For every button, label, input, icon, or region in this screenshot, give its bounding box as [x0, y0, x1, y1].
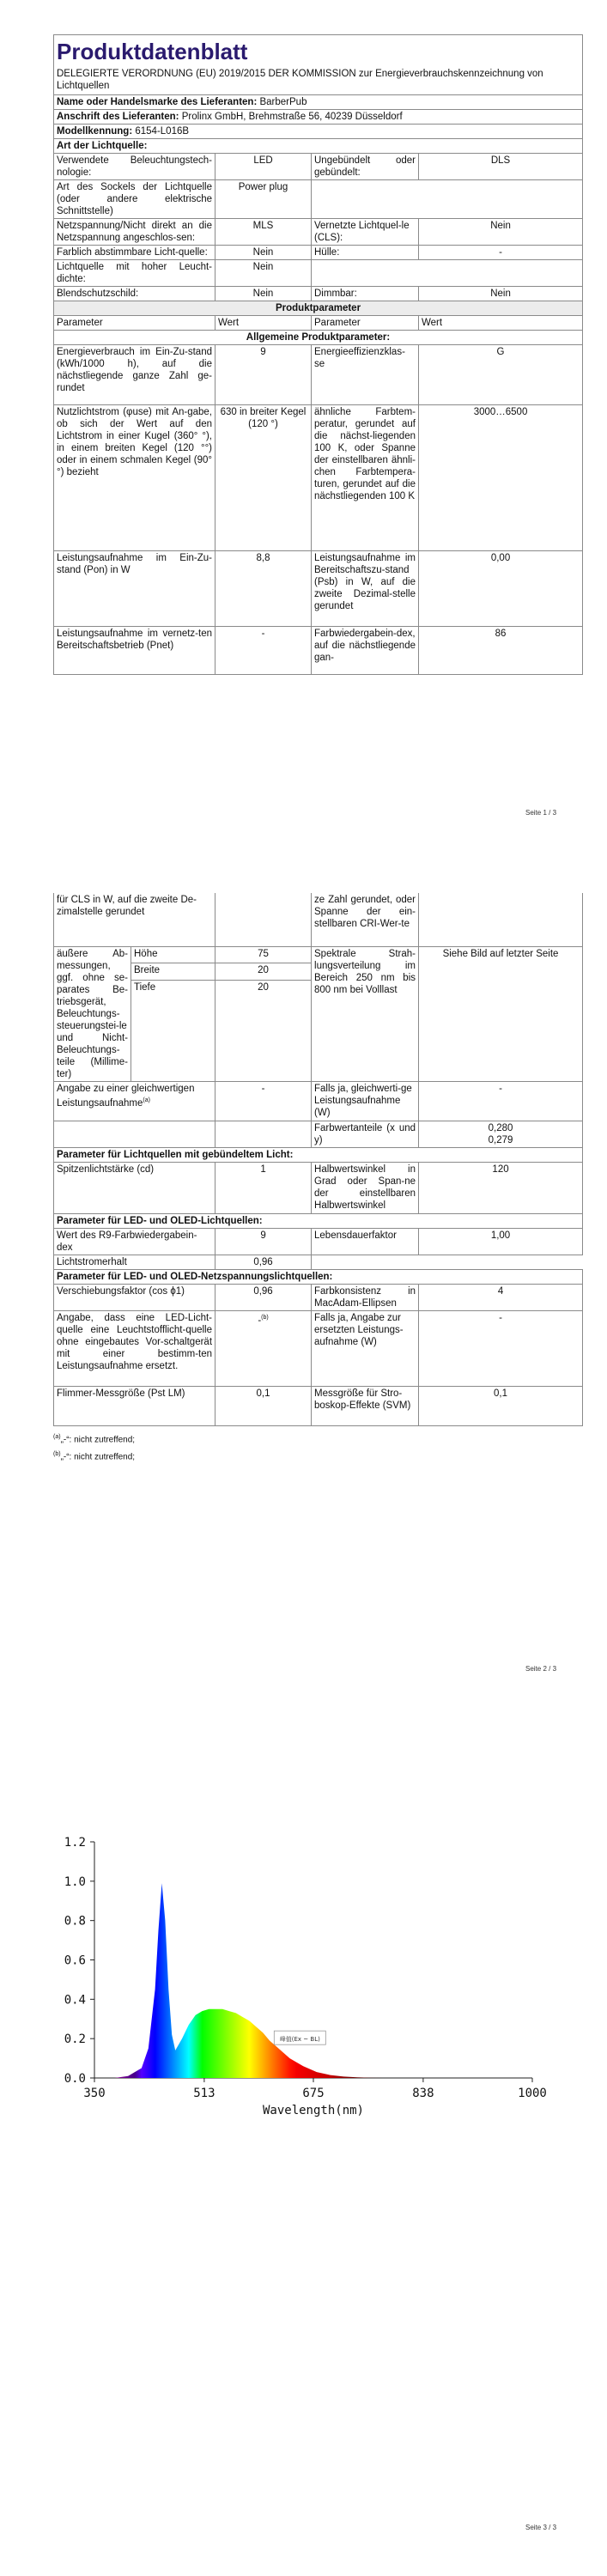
supplier-name: BarberPub: [259, 97, 307, 107]
table-row: [54, 1284, 583, 1310]
cri-value: 86: [419, 627, 583, 675]
table-row: [54, 551, 583, 627]
table-row: [54, 1310, 583, 1386]
table-row: [54, 287, 583, 301]
table-row: [54, 180, 583, 219]
cct-value: 3000…6500: [419, 405, 583, 551]
svm-label: Messgröße für Stro-boskop-Effekte (SVM): [312, 1386, 419, 1425]
height-value: 75: [215, 946, 312, 963]
equivalent-power-w-label: Falls ja, gleichwerti-ge Leistungsaufnahme (W): [312, 1081, 419, 1121]
spectrum-series: [114, 1883, 385, 2079]
page-1: [0, 34, 607, 675]
svm-value: 0,1: [419, 1386, 583, 1425]
table-row: [54, 893, 583, 946]
high-luminance-label: Lichtquelle mit hoher Leucht-dichte:: [54, 260, 215, 287]
depth-value: 20: [215, 980, 312, 1081]
useful-flux-label: Nutzlichtstrom (φuse) mit An-gabe, ob sich der Wert auf den Lichtstrom in einer Kugel (360° °), in einem breiten Kegel (120 °°) oder in einem schmalen Kegel (90° °) bezieht: [54, 405, 215, 551]
tunable-label: Farblich abstimmbare Licht-quelle:: [54, 246, 215, 260]
cls-label: Vernetzte Lichtquel-le (CLS):: [312, 219, 419, 246]
beam-angle-value: 120: [419, 1162, 583, 1213]
width-value: 20: [215, 963, 312, 981]
mains-params-heading: Parameter für LED- und OLED-Netzspannungslichtquellen:: [54, 1269, 583, 1284]
directional-params-heading: Parameter für Lichtquellen mit gebündeltem Licht:: [54, 1147, 583, 1162]
technology-value: LED: [215, 154, 312, 180]
r9-value: 9: [215, 1228, 312, 1255]
lumen-maintenance-value: 0,96: [215, 1255, 312, 1269]
general-params-heading: Allgemeine Produktparameter:: [54, 331, 583, 345]
tunable-value: Nein: [215, 246, 312, 260]
table-row: [54, 946, 583, 963]
cri-label-continued: ze Zahl gerundet, oder Spanne der ein-stellbaren CRI-Wer-te: [312, 893, 419, 946]
anti-glare-value: Nein: [215, 287, 312, 301]
chart-ticks: [64, 1836, 547, 2100]
page-title: Produktdatenblatt: [57, 39, 248, 64]
directional-value: DLS: [419, 154, 583, 180]
model-id: 6154-L016B: [135, 126, 190, 137]
col-value-1: Wert: [215, 316, 312, 331]
equivalent-power-label: Angabe zu einer gleichwertigen Leistungsaufnahme: [57, 1083, 195, 1109]
table-row: [54, 405, 583, 551]
led-params-heading: Parameter für LED- und OLED-Lichtquellen:: [54, 1213, 583, 1228]
peak-intensity-value: 1: [215, 1162, 312, 1213]
cap-type-label: Art des Sockels der Lichtquelle (oder andere elektrische Schnittstelle): [54, 180, 215, 219]
regulation-text: DELEGIERTE VERORDNUNG (EU) 2019/2015 DER KOMMISSION zur Energieverbrauchskennzeichnung von Lichtquellen: [57, 69, 543, 91]
model-row: [54, 125, 583, 139]
spectral-label: Spektrale Strah-lungsverteilung im Bereich 250 nm bis 800 nm bei Volllast: [312, 946, 419, 1081]
y-tick-label: 0.2: [64, 2032, 86, 2047]
supplier-name-row: [54, 95, 583, 110]
datasheet-table-page-2: [53, 893, 583, 1426]
footnote-a-mark: (a): [53, 1433, 61, 1440]
page-2: [0, 893, 607, 1462]
networked-standby-continued: für CLS in W, auf die zweite De-zimalstelle gerundet: [54, 893, 215, 946]
x-tick-label: 675: [302, 2087, 325, 2100]
table-row: [54, 1081, 583, 1121]
page-number-2: Seite 2 / 3: [525, 1665, 557, 1673]
empty-cell: [54, 1121, 215, 1147]
cap-type-value: Power plug: [215, 180, 312, 219]
supplier-name-label: Name oder Handelsmarke des Lieferanten:: [57, 97, 258, 107]
fluorescent-claim-cell: [215, 1310, 312, 1386]
x-tick-label: 1000: [518, 2087, 547, 2100]
standby-power-value: 0,00: [419, 551, 583, 627]
x-axis-label: Wavelength(nm): [262, 2104, 365, 2117]
table-row: [54, 246, 583, 260]
page-number-3: Seite 3 / 3: [525, 2524, 557, 2531]
cri-label: Farbwiedergabein-dex, auf die nächstliegende gan-: [312, 627, 419, 675]
footnote-b-text: „-“: nicht zutreffend;: [60, 1452, 136, 1462]
networked-standby-value: -: [215, 627, 312, 675]
colour-consistency-label: Farbkonsistenz in MacAdam-Ellipsen: [312, 1284, 419, 1310]
energy-consumption-value: 9: [215, 345, 312, 405]
empty-cell: [215, 893, 312, 946]
empty-cell: [312, 1255, 583, 1269]
supplier-address-row: [54, 110, 583, 125]
envelope-label: Hülle:: [312, 246, 419, 260]
footnote-a: [53, 1431, 607, 1445]
header-cell: [54, 35, 583, 95]
footnote-b-mark: (b): [53, 1450, 61, 1457]
on-mode-power-value: 8,8: [215, 551, 312, 627]
spectral-value: Siehe Bild auf letzter Seite: [419, 946, 583, 1081]
replaced-power-value: -: [419, 1310, 583, 1386]
flicker-value: 0,1: [215, 1386, 312, 1425]
table-row: [54, 260, 583, 287]
page-number-1: Seite 1 / 3: [525, 809, 557, 817]
mains-value: MLS: [215, 219, 312, 246]
empty-cell: [312, 180, 583, 219]
footnote-a-text: „-“: nicht zutreffend;: [60, 1434, 136, 1444]
table-row: [54, 627, 583, 675]
supplier-address: Prolinx GmbH, Brehmstraße 56, 40239 Düsseldorf: [181, 112, 403, 122]
footnote-b: [53, 1449, 607, 1462]
dimensions-label: äußere Ab-messungen, ggf. ohne se-parates Be-triebsgerät, Beleuchtungs-steuerungstei-le und Nicht-Beleuchtungs-teile (Millime-ter): [54, 946, 131, 1081]
technology-label: Verwendete Beleuchtungstech-nologie:: [54, 154, 215, 180]
table-row: [54, 219, 583, 246]
params-heading: Produktparameter: [54, 301, 583, 316]
table-row: [54, 1121, 583, 1147]
y-tick-label: 0.8: [64, 1914, 86, 1929]
x-tick-label: 350: [83, 2087, 106, 2100]
on-mode-power-label: Leistungsaufnahme im Ein-Zu-stand (Pon) in W: [54, 551, 215, 627]
x-tick-label: 513: [193, 2087, 215, 2100]
fluorescent-claim-value: -: [258, 1315, 262, 1326]
col-param-1: Parameter: [54, 316, 215, 331]
r9-label: Wert des R9-Farbwiedergabein-dex: [54, 1228, 215, 1255]
depth-label: Tiefe: [131, 980, 215, 1081]
survival-factor-value: 1,00: [419, 1228, 583, 1255]
x-tick-label: 838: [412, 2087, 434, 2100]
energy-class-label: Energieeffizienzklas-se: [312, 345, 419, 405]
table-row: [54, 1228, 583, 1255]
footnote-ref-a: (a): [143, 1097, 150, 1103]
networked-standby-label: Leistungsaufnahme im vernetz-ten Bereitschaftsbetrieb (Pnet): [54, 627, 215, 675]
y-tick-label: 0.6: [64, 1953, 86, 1968]
high-luminance-value: Nein: [215, 260, 312, 287]
light-source-type-label: Art der Lichtquelle:: [54, 139, 583, 154]
y-tick-label: 1.2: [64, 1836, 86, 1850]
cls-value: Nein: [419, 219, 583, 246]
standby-power-label: Leistungsaufnahme im Bereitschaftszu-stand (Psb) in W, auf die zweite Dezimal-stelle gerundet: [312, 551, 419, 627]
survival-factor-label: Lebensdauerfaktor: [312, 1228, 419, 1255]
table-row: [54, 1386, 583, 1425]
anti-glare-label: Blendschutzschild:: [54, 287, 215, 301]
col-param-2: Parameter: [312, 316, 419, 331]
dimmable-value: Nein: [419, 287, 583, 301]
equivalent-power-cell: [54, 1081, 215, 1121]
model-label: Modellkennung:: [57, 126, 133, 137]
chromaticity-label: Farbwertanteile (x und y): [312, 1121, 419, 1147]
footnote-ref-b: (b): [261, 1314, 269, 1321]
empty-cell: [215, 1121, 312, 1147]
table-row: [54, 154, 583, 180]
y-tick-label: 1.0: [64, 1874, 86, 1889]
cct-label: ähnliche Farbtem-peratur, gerundet auf die nächst-liegenden 100 K, oder Spanne der einstellbaren ähnli-chen Farbtempera-turen, gerundet auf die nächstliegenden 100 K: [312, 405, 419, 551]
useful-flux-value: 630 in breiter Kegel (120 °): [215, 405, 312, 551]
beam-angle-label: Halbwertswinkel in Grad oder Span-ne der einstellbaren Halbwertswinkel: [312, 1162, 419, 1213]
table-row: [54, 1255, 583, 1269]
equivalent-power-w-value: -: [419, 1081, 583, 1121]
col-value-2: Wert: [419, 316, 583, 331]
chromaticity-x: 0,280: [488, 1122, 513, 1133]
spectral-distribution-chart: [34, 1820, 549, 2129]
dimmable-label: Dimmbar:: [312, 287, 419, 301]
fluorescent-claim-label: Angabe, dass eine LED-Licht-quelle eine Leuchtstofflicht-quelle ohne eingebautes Vor-schaltgerät mit einer bestimm-ten Leistungsaufnahme ersetzt.: [54, 1310, 215, 1386]
displacement-factor-value: 0,96: [215, 1284, 312, 1310]
width-label: Breite: [131, 963, 215, 981]
flicker-label: Flimmer-Messgröße (Pst LM): [54, 1386, 215, 1425]
replaced-power-label: Falls ja, Angabe zur ersetzten Leistungs-aufnahme (W): [312, 1310, 419, 1386]
chromaticity-y: 0,279: [488, 1134, 513, 1145]
mains-label: Netzspannung/Nicht direkt an die Netzspannung angeschlos-sen:: [54, 219, 215, 246]
chart-annotation-group: [274, 2031, 325, 2044]
params-column-header: [54, 316, 583, 331]
height-label: Höhe: [131, 946, 215, 963]
equivalent-power-value: -: [215, 1081, 312, 1121]
displacement-factor-label: Verschiebungsfaktor (cos ϕ1): [54, 1284, 215, 1310]
spectrum-area: [115, 1883, 385, 2078]
supplier-address-label: Anschrift des Lieferanten:: [57, 112, 179, 122]
empty-cell: [419, 893, 583, 946]
y-tick-label: 0.0: [64, 2072, 86, 2086]
peak-intensity-label: Spitzenlichtstärke (cd): [54, 1162, 215, 1213]
directional-label: Ungebündelt oder gebündelt:: [312, 154, 419, 180]
empty-cell: [312, 260, 583, 287]
table-row: [54, 345, 583, 405]
energy-consumption-label: Energieverbrauch im Ein-Zu-stand (kWh/1000 h), auf die nächstliegende ganze Zahl ge-rundet: [54, 345, 215, 405]
chromaticity-values: [419, 1121, 583, 1147]
envelope-value: -: [419, 246, 583, 260]
energy-class-value: G: [419, 345, 583, 405]
datasheet-table-page-1: [53, 34, 583, 675]
chart-annotation: 峰值(Ex ~ BL): [279, 2036, 320, 2044]
table-row: [54, 1162, 583, 1213]
colour-consistency-value: 4: [419, 1284, 583, 1310]
y-tick-label: 0.4: [64, 1993, 86, 2008]
lumen-maintenance-label: Lichtstromerhalt: [54, 1255, 215, 1269]
